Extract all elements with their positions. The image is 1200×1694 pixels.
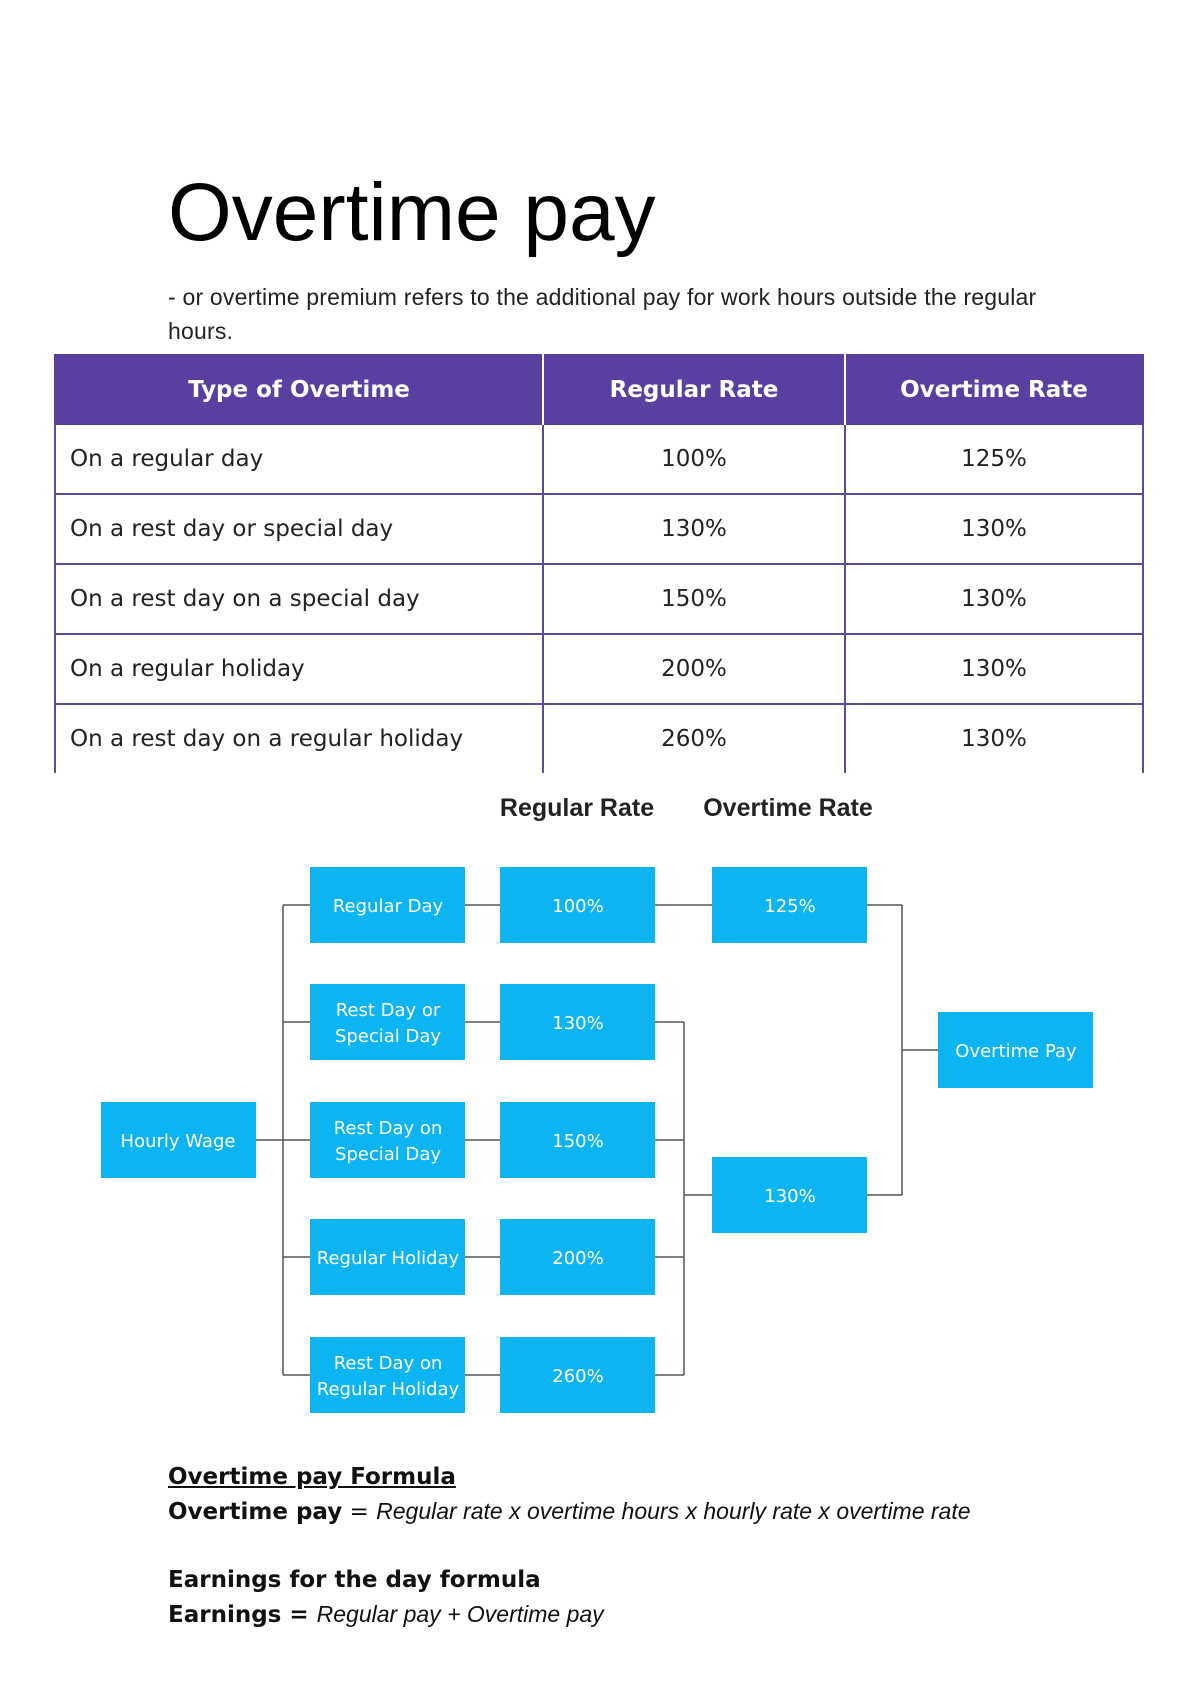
overtime-rate-node <box>712 1157 867 1233</box>
earnings-formula <box>168 1597 1148 1632</box>
overtime-rate-cell: 130% <box>845 634 1143 704</box>
day-type-node <box>310 1219 465 1295</box>
table-row <box>55 704 1143 773</box>
table-row <box>55 634 1143 704</box>
hourly-wage-label: Hourly Wage <box>120 1131 236 1152</box>
earnings-formula-heading: Earnings for the day formula <box>168 1567 541 1593</box>
overtime-flow-diagram <box>0 790 1200 1430</box>
overtime-rate-cell: 130% <box>845 494 1143 564</box>
column-header-regular-rate: Regular Rate <box>543 354 845 425</box>
formulas-section <box>168 1460 1148 1632</box>
overtime-formula-heading: Overtime pay Formula <box>168 1464 456 1490</box>
regular-rate-cell: 130% <box>543 494 845 564</box>
overtime-type-cell: On a rest day on a regular holiday <box>55 704 543 773</box>
overtime-type-cell: On a rest day or special day <box>55 494 543 564</box>
regular-rate-label: 260% <box>552 1366 604 1387</box>
overtime-rate-table <box>54 354 1144 773</box>
hourly-wage-node <box>101 1102 256 1178</box>
day-type-label: Rest Day or <box>335 1000 441 1021</box>
overtime-formula-expression: Regular rate x overtime hours x hourly rate x overtime rate <box>376 1498 971 1524</box>
regular-rate-cell: 260% <box>543 704 845 773</box>
table-row <box>55 564 1143 634</box>
regular-rate-node <box>500 1219 655 1295</box>
regular-rate-cell: 150% <box>543 564 845 634</box>
regular-rate-label: 150% <box>552 1131 604 1152</box>
regular-rate-node <box>500 984 655 1060</box>
overtime-rate-cell: 130% <box>845 704 1143 773</box>
overtime-rate-node <box>712 867 867 943</box>
table-row <box>55 494 1143 564</box>
column-header-overtime-rate: Overtime Rate <box>845 354 1143 425</box>
day-type-node <box>310 1337 465 1413</box>
regular-rate-label: 130% <box>552 1013 604 1034</box>
table-header-row <box>55 354 1143 425</box>
overtime-rate-label: 130% <box>764 1186 816 1207</box>
earnings-formula-label: Earnings = <box>168 1602 317 1628</box>
overtime-type-cell: On a rest day on a special day <box>55 564 543 634</box>
diagram-header-overtime-rate: Overtime Rate <box>703 794 873 822</box>
day-type-label: Special Day <box>334 1026 442 1047</box>
day-type-node <box>310 984 465 1060</box>
overtime-formula <box>168 1494 1148 1529</box>
day-type-label: Special Day <box>334 1144 442 1165</box>
diagram-header-regular-rate: Regular Rate <box>499 794 655 822</box>
overtime-formula-label: Overtime pay <box>168 1499 343 1525</box>
regular-rate-node <box>500 1337 655 1413</box>
earnings-formula-expression: Regular pay + Overtime pay <box>316 1601 604 1627</box>
table-row <box>55 425 1143 494</box>
overtime-rate-label: 125% <box>764 896 816 917</box>
day-type-label: Regular Day <box>332 896 444 917</box>
overtime-formula-equals: = <box>342 1499 377 1525</box>
day-type-node <box>310 1102 465 1178</box>
overtime-pay-label: Overtime Pay <box>955 1041 1077 1062</box>
overtime-rate-cell: 130% <box>845 564 1143 634</box>
regular-rate-label: 100% <box>552 896 604 917</box>
day-type-label: Regular Holiday <box>316 1248 460 1269</box>
regular-rate-node <box>500 867 655 943</box>
day-type-label: Rest Day on <box>333 1118 443 1139</box>
spacer <box>168 1529 1148 1563</box>
day-type-node <box>310 867 465 943</box>
overtime-rate-cell: 125% <box>845 425 1143 494</box>
column-header-type: Type of Overtime <box>55 354 543 425</box>
page-title: Overtime pay <box>168 167 656 258</box>
overtime-type-cell: On a regular day <box>55 425 543 494</box>
regular-rate-label: 200% <box>552 1248 604 1269</box>
regular-rate-node <box>500 1102 655 1178</box>
page-subtitle: - or overtime premium refers to the additional pay for work hours outside the regular hours. <box>168 284 1037 344</box>
regular-rate-cell: 200% <box>543 634 845 704</box>
overtime-type-cell: On a regular holiday <box>55 634 543 704</box>
day-type-label: Rest Day on <box>333 1353 443 1374</box>
day-type-label: Regular Holiday <box>316 1379 460 1400</box>
regular-rate-cell: 100% <box>543 425 845 494</box>
overtime-pay-node <box>938 1012 1093 1088</box>
